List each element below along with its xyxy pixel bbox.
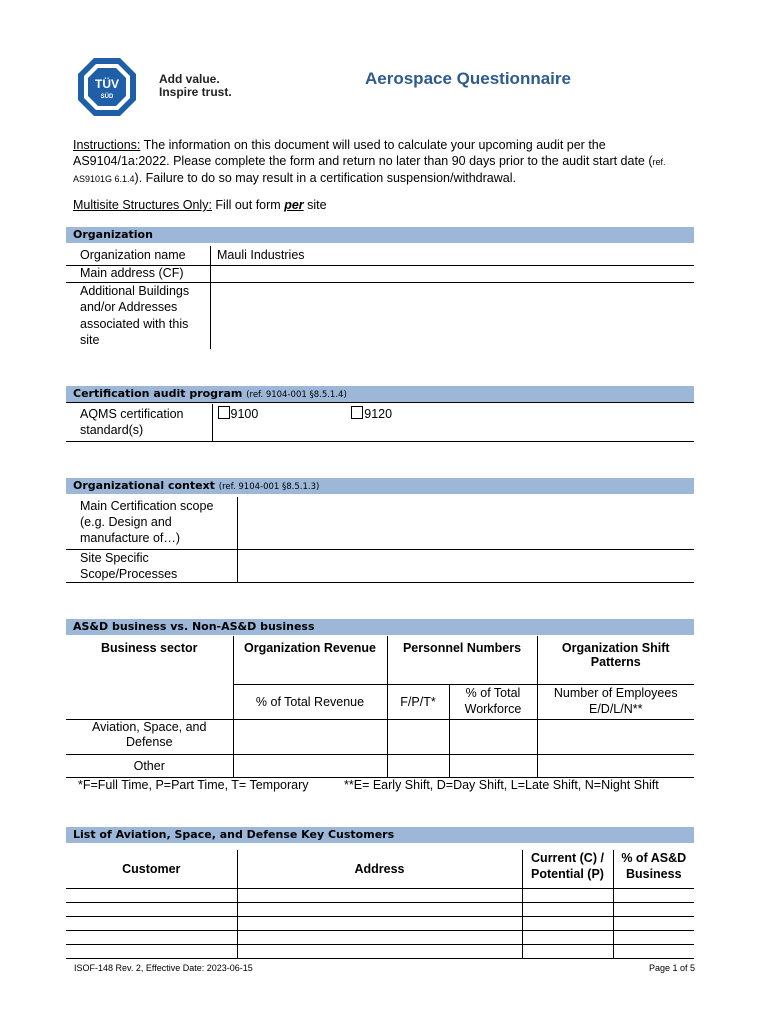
address-cell[interactable] — [237, 930, 522, 944]
instructions-text-2: ). Failure to do so may result in a certification suspension/withdrawal. — [134, 171, 516, 185]
col-shift-patterns: Organization Shift Patterns — [561, 641, 670, 669]
row-asd-sector: Aviation, Space, and Defense — [66, 719, 233, 754]
multisite-text-1: Fill out form — [211, 198, 285, 212]
table-row — [66, 902, 694, 916]
main-scope-value[interactable] — [237, 497, 694, 549]
footnote-shift: **E= Early Shift, D=Day Shift, L=Late Shift, N=Night Shift — [344, 778, 659, 792]
customer-cell[interactable] — [66, 888, 237, 902]
col-org-revenue: Organization Revenue — [233, 636, 387, 684]
current-cell[interactable] — [522, 916, 613, 930]
customer-cell[interactable] — [66, 930, 237, 944]
pct-cell[interactable] — [613, 944, 694, 958]
org-buildings-value[interactable] — [211, 282, 695, 349]
footer-doc-id: ISOF-148 Rev. 2, Effective Date: 2023-06-15 — [74, 963, 253, 973]
pct-cell[interactable] — [613, 902, 694, 916]
instructions-text-1: The information on this document will used to calculate your upcoming audit per the AS9104/1a:2022. Please complete the form and return no later than 90 days prior to the audit start date ( — [73, 138, 653, 168]
logo-brand-bottom: SÜD — [100, 94, 114, 100]
current-cell[interactable] — [522, 930, 613, 944]
sub-total-revenue: % of Total Revenue — [233, 684, 387, 719]
multisite-emphasis: per — [284, 198, 304, 212]
tagline — [159, 73, 232, 99]
certification-heading: Certification audit program (ref. 9104-001 §8.5.1.4) — [66, 386, 694, 402]
address-cell[interactable] — [237, 902, 522, 916]
organization-heading: Organization — [66, 227, 694, 243]
org-buildings-label: Additional Buildings and/or Addresses associated with this site — [66, 282, 211, 349]
customer-cell[interactable] — [66, 902, 237, 916]
multisite-note — [73, 198, 327, 212]
col-business-sector: Business sector — [66, 636, 233, 684]
customer-cell[interactable] — [66, 916, 237, 930]
address-cell[interactable] — [237, 888, 522, 902]
address-cell[interactable] — [237, 944, 522, 958]
current-cell[interactable] — [522, 888, 613, 902]
checkbox-9100-icon[interactable] — [218, 406, 230, 419]
site-scope-value[interactable] — [237, 549, 694, 582]
multisite-text-2: site — [303, 198, 327, 212]
org-name-value[interactable]: Mauli Industries — [211, 246, 695, 265]
col-address: Address — [237, 850, 522, 888]
footnote-fpt: *F=Full Time, P=Part Time, T= Temporary — [78, 778, 309, 792]
asd-fpt-cell[interactable] — [387, 719, 449, 754]
row-other-sector: Other — [66, 754, 233, 777]
customers-table — [66, 850, 694, 959]
table-row — [66, 944, 694, 958]
organization-table — [66, 246, 694, 349]
page-title: Aerospace Questionnaire — [365, 69, 571, 88]
other-workforce-cell[interactable] — [449, 754, 537, 777]
col-pct-asd: % of AS&D Business — [613, 850, 694, 888]
main-scope-label: Main Certification scope (e.g. Design and manufacture of…) — [66, 497, 237, 549]
current-cell[interactable] — [522, 902, 613, 916]
certification-table — [66, 404, 694, 441]
context-table — [66, 497, 694, 583]
org-address-value[interactable] — [211, 265, 695, 282]
instructions-ref: ref. AS9101G 6.1.4 — [73, 157, 666, 184]
col-personnel: Personnel Numbers — [387, 636, 537, 684]
customers-heading: List of Aviation, Space, and Defense Key Customers — [66, 827, 694, 843]
sub-fpt: F/P/T* — [387, 684, 449, 719]
customer-cell[interactable] — [66, 944, 237, 958]
sub-employees: Number of Employees E/D/L/N** — [537, 684, 694, 719]
instructions-label: Instructions: — [73, 138, 141, 152]
table-row — [66, 916, 694, 930]
org-address-label: Main address (CF) — [66, 265, 211, 282]
asd-workforce-cell[interactable] — [449, 719, 537, 754]
asd-table — [66, 636, 694, 778]
site-scope-label: Site Specific Scope/Processes — [66, 549, 237, 582]
checkbox-9120-icon[interactable] — [351, 406, 363, 419]
logo-brand-top: TÜV — [95, 77, 119, 91]
aqms-label: AQMS certification standard(s) — [66, 404, 212, 441]
other-revenue-cell[interactable] — [233, 754, 387, 777]
checkbox-9120[interactable]: 9120 — [351, 407, 392, 421]
table-row — [66, 930, 694, 944]
col-current-potential: Current (C) / Potential (P) — [522, 850, 613, 888]
context-heading: Organizational context (ref. 9104-001 §8.5.1.3) — [66, 478, 694, 494]
multisite-label: Multisite Structures Only: — [73, 198, 212, 212]
other-fpt-cell[interactable] — [387, 754, 449, 777]
asd-heading: AS&D business vs. Non-AS&D business — [66, 619, 694, 635]
tagline-line-1: Add value. — [159, 72, 220, 86]
table-row — [66, 888, 694, 902]
tagline-line-2: Inspire trust. — [159, 85, 232, 99]
current-cell[interactable] — [522, 944, 613, 958]
tuv-hexagon-icon — [76, 56, 138, 118]
other-employees-cell[interactable] — [537, 754, 694, 777]
asd-revenue-cell[interactable] — [233, 719, 387, 754]
address-cell[interactable] — [237, 916, 522, 930]
asd-employees-cell[interactable] — [537, 719, 694, 754]
sub-total-workforce: % of Total Workforce — [449, 684, 537, 719]
pct-cell[interactable] — [613, 888, 694, 902]
pct-cell[interactable] — [613, 930, 694, 944]
pct-cell[interactable] — [613, 916, 694, 930]
col-customer: Customer — [66, 850, 237, 888]
org-name-label: Organization name — [66, 246, 211, 265]
footer-page-number: Page 1 of 5 — [648, 963, 695, 973]
checkbox-9100[interactable]: 9100 — [218, 407, 259, 421]
instructions — [73, 137, 703, 187]
